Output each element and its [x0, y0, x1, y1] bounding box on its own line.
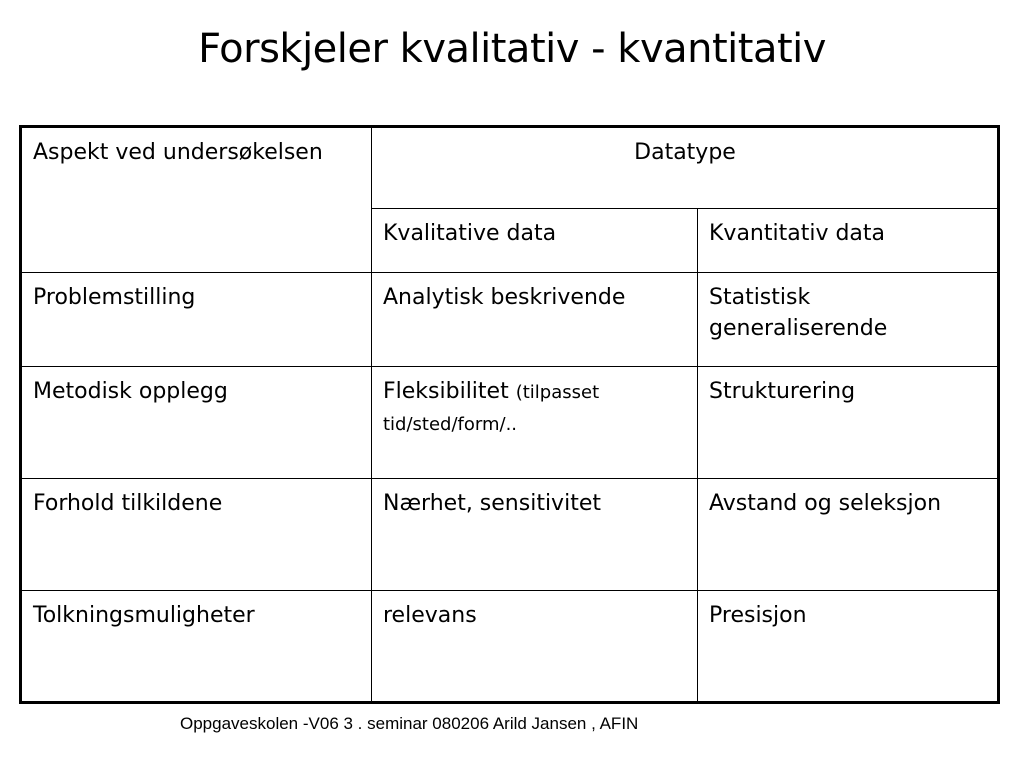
- row-aspect-label: Metodisk opplegg: [33, 379, 228, 404]
- table-row: [21, 591, 999, 703]
- row-quantitative-value: Statistisk generaliserende: [709, 285, 888, 341]
- header-quantitative-label: Kvantitativ data: [709, 221, 886, 246]
- table-row: [21, 479, 999, 591]
- row-aspect-cell: [21, 367, 372, 479]
- header-datatype-cell: [372, 127, 999, 209]
- row-qualitative-value: Nærhet, sensitivitet: [383, 491, 601, 516]
- row-quantitative-value: Avstand og seleksjon: [709, 491, 942, 516]
- row-quantitative-cell: [698, 479, 999, 591]
- header-quantitative-cell: [698, 209, 999, 273]
- header-qualitative-cell: [372, 209, 698, 273]
- table-row: [21, 367, 999, 479]
- row-qualitative-note: (tilpasset tid/sted/form/..: [383, 382, 600, 435]
- row-qualitative-value: Analytisk beskrivende: [383, 285, 626, 310]
- row-quantitative-value: Presisjon: [709, 603, 807, 628]
- table-header-row: [21, 127, 999, 209]
- row-aspect-cell: [21, 479, 372, 591]
- row-qualitative-value: relevans: [383, 603, 477, 628]
- row-qualitative-cell: [372, 479, 698, 591]
- row-qualitative-value: Fleksibilitet: [383, 379, 509, 404]
- row-quantitative-value: Strukturering: [709, 379, 856, 404]
- row-qualitative-cell: [372, 273, 698, 367]
- header-aspect-label: Aspekt ved undersøkelsen: [33, 140, 323, 165]
- table-row: [21, 273, 999, 367]
- header-datatype-label: Datatype: [634, 140, 736, 165]
- row-quantitative-cell: [698, 367, 999, 479]
- row-aspect-label: Forhold tilkildene: [33, 491, 223, 516]
- row-quantitative-cell: [698, 591, 999, 703]
- slide-title: Forskjeler kvalitativ - kvantitativ: [198, 26, 826, 72]
- row-qualitative-cell: [372, 367, 698, 479]
- header-aspect-cell: [21, 127, 372, 273]
- comparison-table: [19, 125, 1000, 704]
- row-aspect-cell: [21, 591, 372, 703]
- row-aspect-label: Problemstilling: [33, 285, 196, 310]
- row-quantitative-cell: [698, 273, 999, 367]
- row-qualitative-cell: [372, 591, 698, 703]
- row-aspect-label: Tolkningsmuligheter: [33, 603, 255, 628]
- slide-footer: Oppgaveskolen -V06 3 . seminar 080206 Arild Jansen , AFIN: [180, 714, 639, 733]
- row-aspect-cell: [21, 273, 372, 367]
- header-qualitative-label: Kvalitative data: [383, 221, 557, 246]
